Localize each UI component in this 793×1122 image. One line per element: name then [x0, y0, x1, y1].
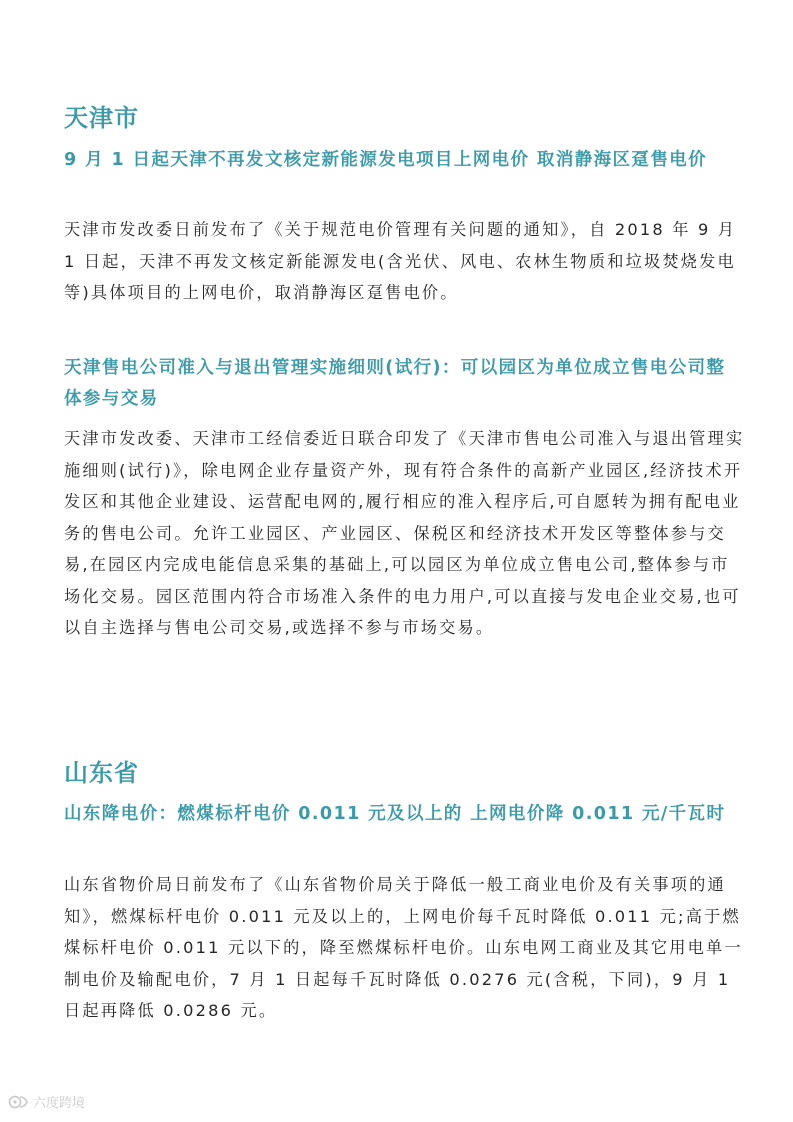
article-body-shandong-price-cut: 山东省物价局日前发布了《山东省物价局关于降低一般工商业电价及有关事项的通知》，燃煤标杆电价 0.011 元及以上的，上网电价每千瓦时降低 0.011 元;高于燃煤标杆电价 0.011 元以下的，降至燃煤标杆电价。山东电网工商业及其它用电单一制电价及输配电价，7 月 1 日起每千瓦时降低 0.0276 元(含税，下同)，9 月 1 日起再降低 0.0286 元。: [64, 875, 743, 1020]
section-title-tianjin: 天津市: [64, 104, 139, 132]
article-body-tianjin-new-energy: 天津市发改委日前发布了《关于规范电价管理有关问题的通知》，自 2018 年 9 月 1 日起，天津不再发文核定新能源发电(含光伏、风电、农林生物质和垃圾焚烧发电等)具体项目的上网电价，取消静海区趸售电价。: [64, 220, 737, 302]
article-heading-tianjin-retail-company: 天津售电公司准入与退出管理实施细则(试行)：可以园区为单位成立售电公司整体参与交易: [64, 358, 726, 409]
watermark-text: 六度跨境: [33, 1096, 86, 1111]
article-heading-shandong-price-cut: 山东降电价：燃煤标杆电价 0.011 元及以上的 上网电价降 0.011 元/千瓦时: [64, 804, 726, 824]
section-title-shandong: 山东省: [64, 759, 139, 787]
watermark: [8, 1092, 85, 1111]
watermark-logo-icon: [8, 1093, 30, 1111]
article-heading-tianjin-new-energy: 9 月 1 日起天津不再发文核定新能源发电项目上网电价 取消静海区趸售电价: [64, 150, 708, 170]
article-body-tianjin-retail-company: 天津市发改委、天津市工经信委近日联合印发了《天津市售电公司准入与退出管理实施细则(试行)》，除电网企业存量资产外，现有符合条件的高新产业园区,经济技术开发区和其他企业建设、运营配电网的,履行相应的准入程序后,可自愿转为拥有配电业务的售电公司。允许工业园区、产业园区、保税区和经济技术开发区等整体参与交易,在园区内完成电能信息采集的基础上,可以园区为单位成立售电公司,整体参与市场化交易。园区范围内符合市场准入条件的电力用户,可以直接与发电企业交易,也可以自主选择与售电公司交易,或选择不参与市场交易。: [64, 429, 745, 637]
